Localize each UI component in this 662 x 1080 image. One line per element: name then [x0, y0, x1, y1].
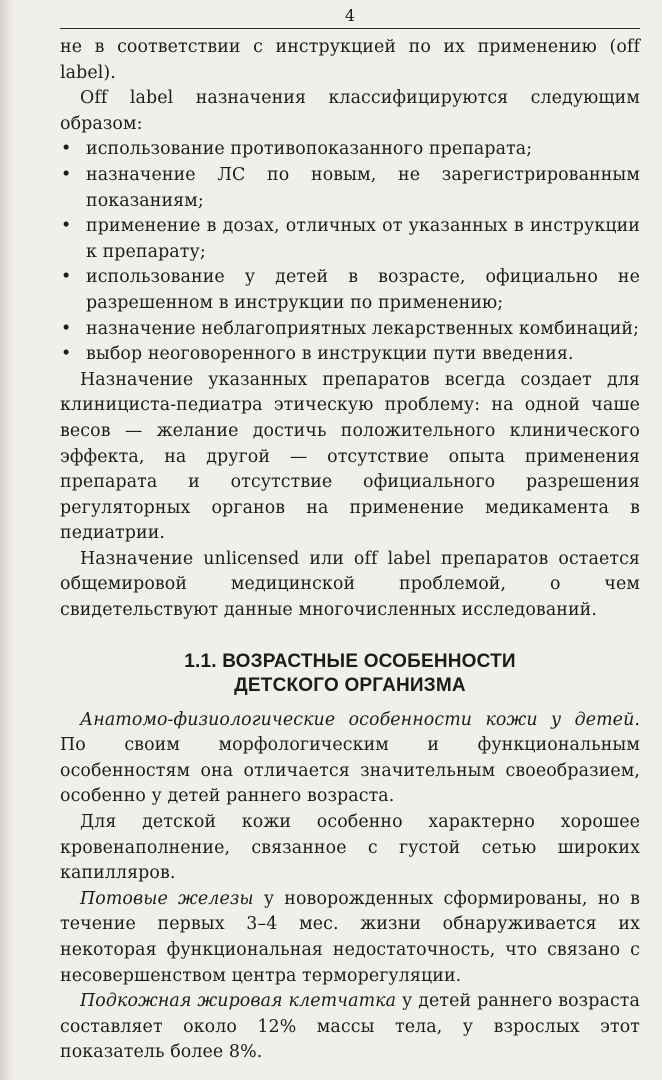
list-item: • назначение ЛС по новым, не зарегистрированным показаниям; [61, 164, 640, 211]
skin-paragraph: Анатомо-физиологические особенности кожи у детей. По своим морфологическим и функциональным особенностям она отличается значительным своеобразием, особенно у детей раннего возраста. [60, 709, 640, 807]
blood-supply-paragraph: Для детской кожи особенно характерно хорошее кровенаполнение, связанное с густой сетью широких капилляров. [60, 812, 640, 884]
header-rule [60, 28, 640, 29]
page-number: 4 [344, 6, 356, 25]
continuation-paragraph: не в соответствии с инструкцией по их применению (off label). [60, 37, 640, 83]
list-item: • назначение неблагоприятных лекарственных комбинаций; [60, 317, 640, 343]
classification-intro: Off label назначения классифицируются следующим образом: [60, 88, 640, 134]
bullet-icon: • [61, 216, 72, 237]
bullet-icon: • [61, 267, 72, 288]
section-heading-line1: 1.1. ВОЗРАСТНЫЕ ОСОБЕННОСТИ [184, 650, 516, 672]
bullet-icon: • [61, 344, 72, 365]
off-label-list [60, 137, 640, 367]
bullet-icon: • [61, 318, 72, 339]
fat-italic-lead: Подкожная жировая клетчатка [80, 991, 397, 1012]
list-item: • выбор неоговоренного в инструкции пути введения. [60, 342, 640, 368]
sweat-italic-lead: Потовые железы [80, 888, 254, 909]
fat-tissue-paragraph: Подкожная жировая клетчатка у детей раннего возраста составляет около 12% массы тела, у взрослых этот показатель более 8%. [60, 991, 640, 1063]
section-heading-line2: ДЕТСКОГО ОРГАНИЗМА [234, 674, 466, 696]
sweat-glands-paragraph: Потовые железы у новорожденных сформированы, но в течение первых 3–4 мес. жизни обнаруживается их некоторая функциональная недостаточность, что связано с несовершенством центра терморегуляции. [60, 888, 640, 986]
section-heading [60, 650, 640, 698]
list-item: • использование противопоказанного препарата; [60, 137, 640, 163]
global-problem-paragraph: Назначение unlicensed или off label препаратов остается общемировой медицинской проблемой, о чем свидетельствуют данные многочисленных исследований. [60, 548, 640, 621]
bullet-icon: • [61, 139, 72, 160]
skin-italic-lead: Анатомо-физиологические особенности кожи у детей. [80, 709, 640, 730]
ethics-paragraph: Назначение указанных препаратов всегда создает для клинициста-педиатра этическую проблему: на одной чаше весов — желание достичь положительного клинического эффекта, на другой — отсутствие опыта применения препарата и отсутствие официального разрешения регуляторных органов на применение медикамента в педиатрии. [60, 369, 640, 544]
list-item: • применение в дозах, отличных от указанных в инструкции к препарату; [61, 216, 640, 262]
page-edge-shadow [0, 0, 14, 1080]
list-item: • использование у детей в возрасте, официально не разрешенном в инструкции по применению; [61, 267, 640, 313]
page-body [60, 35, 640, 1066]
bullet-icon: • [61, 164, 72, 185]
